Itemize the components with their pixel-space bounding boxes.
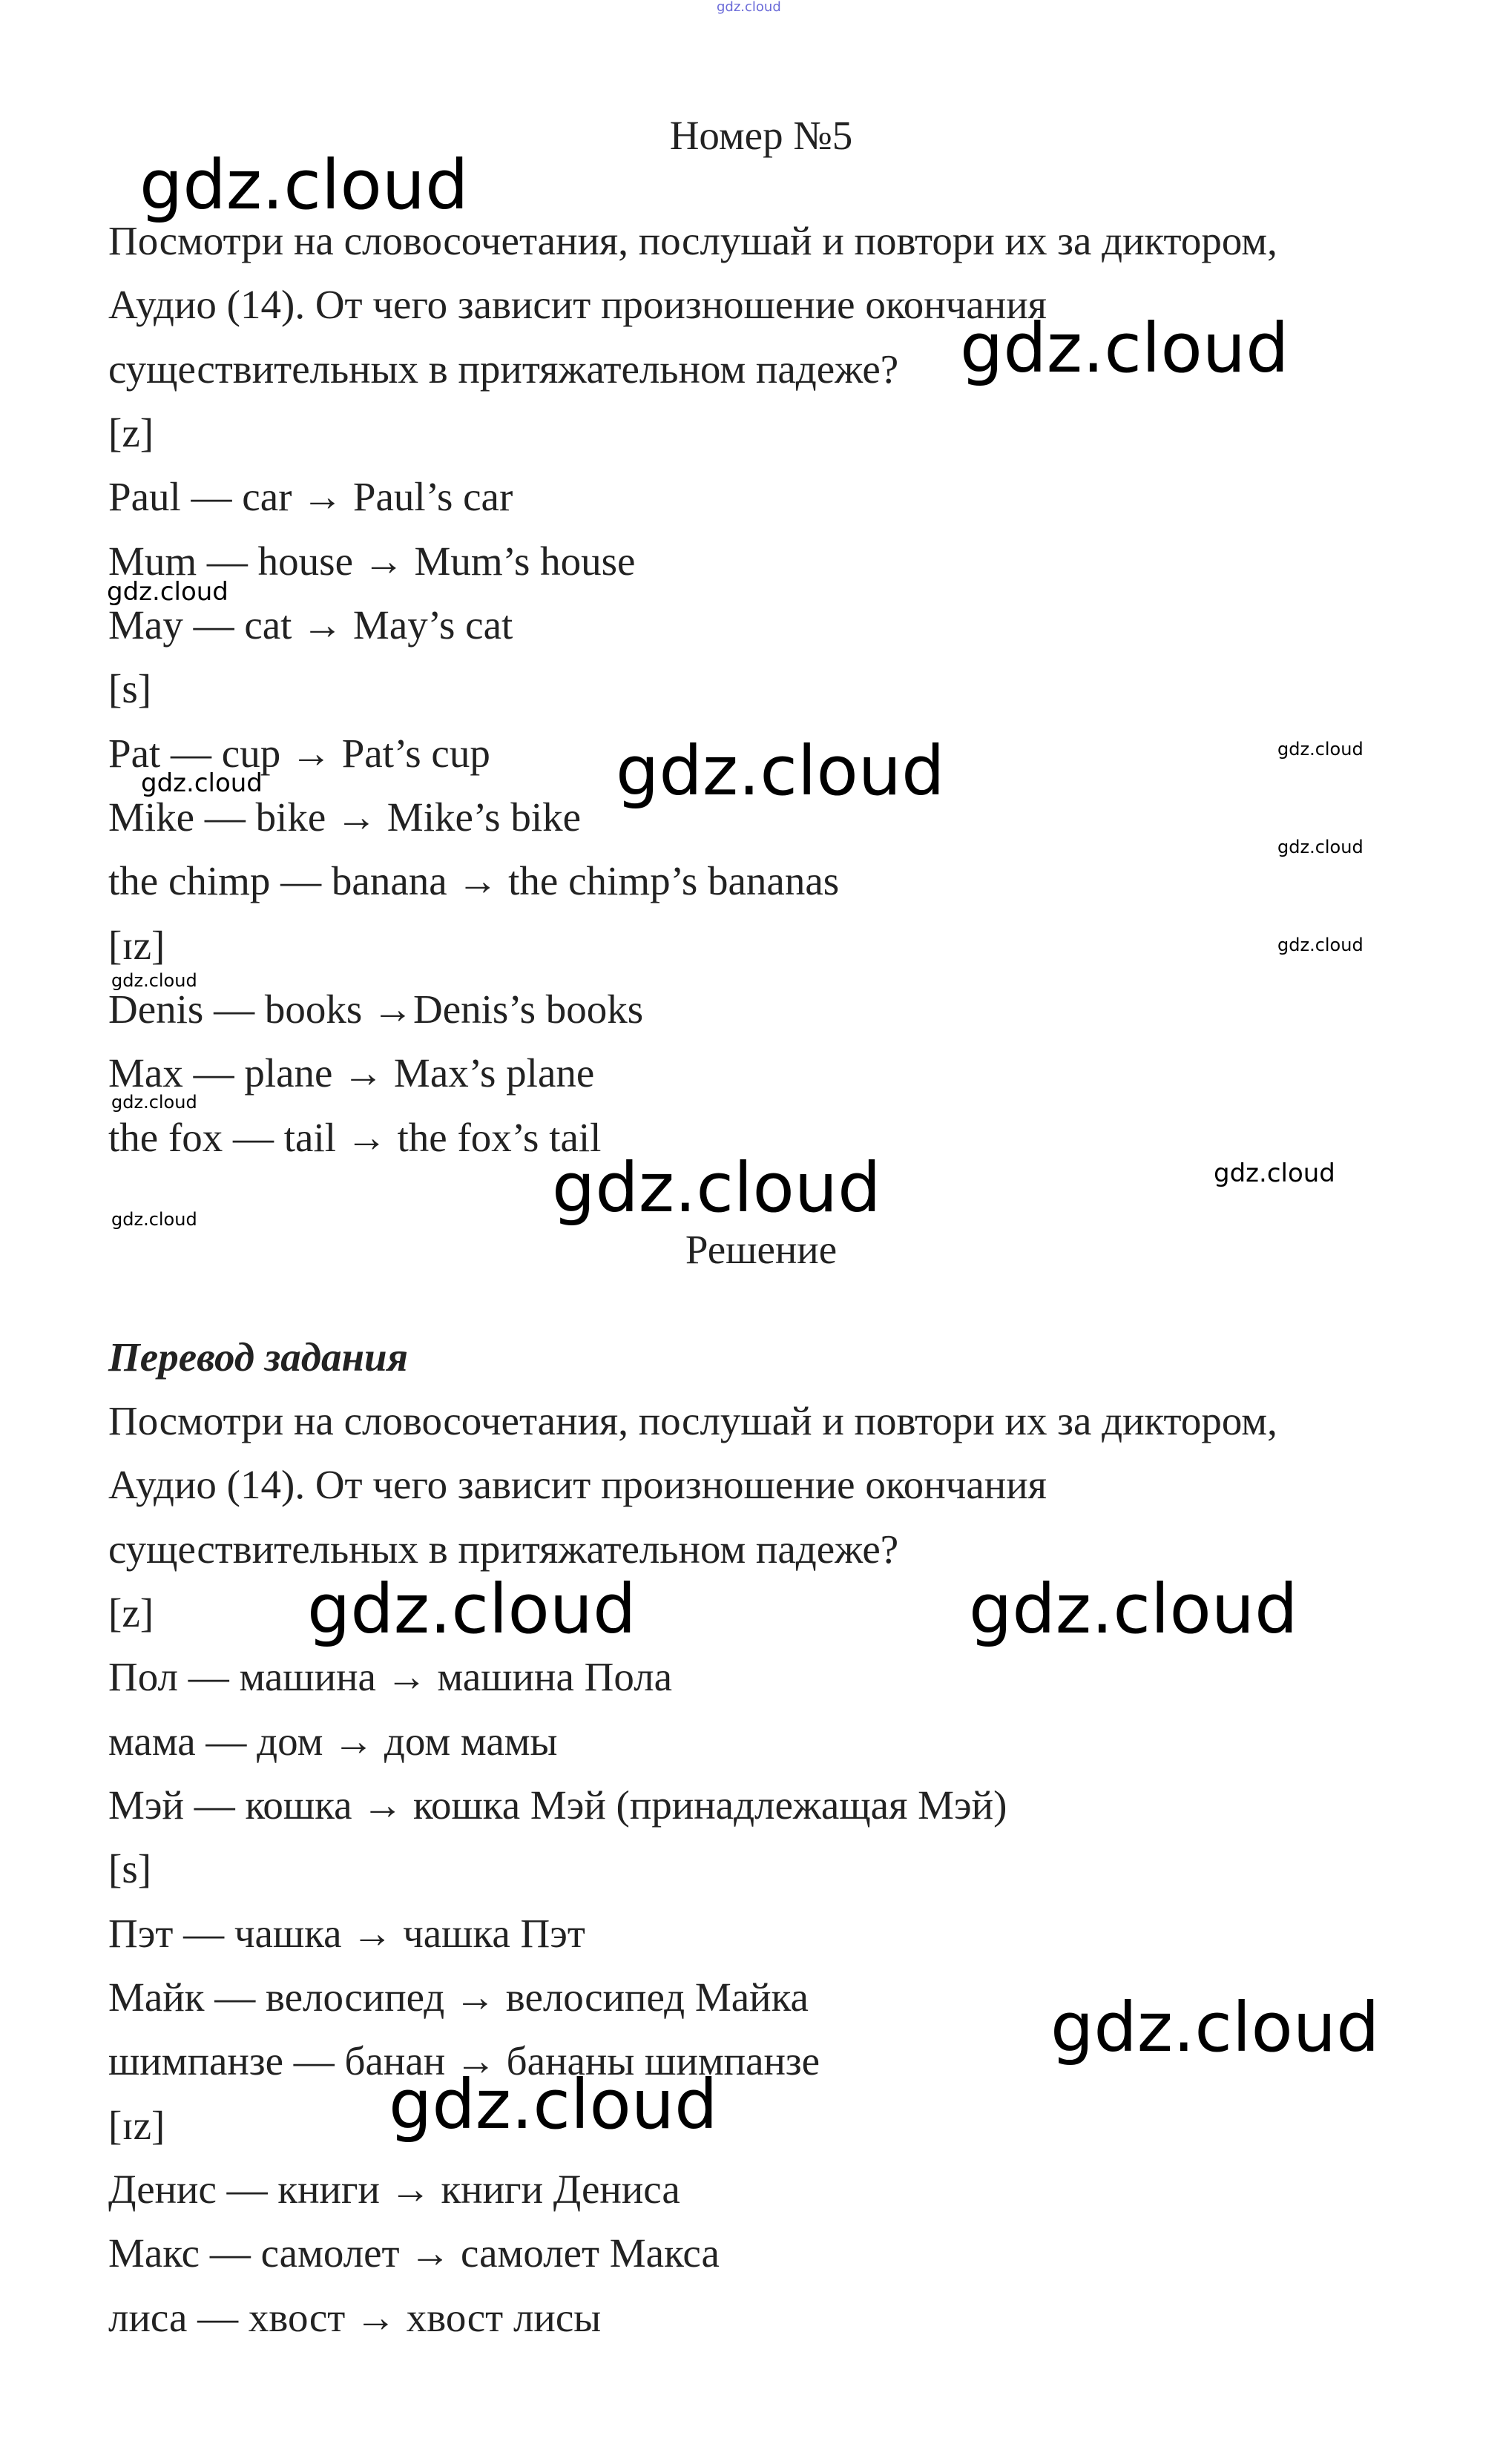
translation-s-item-2: Майк — велосипед → велосипед Майка (108, 1974, 809, 2020)
translation-z-item-3: Мэй — кошка → кошка Мэй (принадлежащая Мэй) (108, 1782, 1007, 1828)
watermark: gdz.cloud (139, 145, 469, 225)
translation-iz-item-1: Денис — книги → книги Дениса (108, 2167, 680, 2212)
translation-z-label: [z] (108, 1590, 154, 1635)
watermark: gdz.cloud (1277, 935, 1364, 955)
watermark: gdz.cloud (111, 1092, 197, 1113)
watermark: gdz.cloud (1050, 1988, 1380, 2067)
watermark: gdz.cloud (1277, 739, 1364, 760)
watermark: gdz.cloud (616, 731, 945, 811)
translation-z-item-2: мама — дом → дом мамы (108, 1719, 558, 1764)
watermark: gdz.cloud (1214, 1159, 1335, 1188)
watermark: gdz.cloud (111, 1209, 197, 1230)
translation-s-item-3: шимпанзе — банан → бананы шимпанзе (108, 2038, 820, 2083)
task-iz-item-2: Max — plane → Max’s plane (108, 1050, 595, 1096)
translation-question-line-1: Посмотри на словосочетания, послушай и повтори их за диктором, (108, 1398, 1277, 1443)
translation-heading: Перевод задания (108, 1334, 408, 1380)
watermark: gdz.cloud (141, 768, 263, 798)
translation-s-label: [s] (108, 1846, 152, 1891)
translation-question-line-3: существительных в притяжательном падеже? (108, 1526, 899, 1572)
translation-iz-label: [ɪz] (108, 2103, 165, 2148)
translation-z-item-1: Пол — машина → машина Пола (108, 1654, 672, 1699)
page-title: Номер №5 (669, 113, 853, 158)
task-iz-item-1: Denis — books →Denis’s books (108, 986, 644, 1032)
task-z-item-2: Mum — house → Mum’s house (108, 538, 636, 584)
watermark: gdz.cloud (307, 1569, 636, 1649)
task-s-label: [s] (108, 666, 152, 711)
task-question-line-3: существительных в притяжательном падеже? (108, 346, 899, 392)
task-question-line-2: Аудио (14). От чего зависит произношение окончания (108, 282, 1047, 327)
task-s-item-2: Mike — bike → Mike’s bike (108, 794, 582, 840)
task-z-label: [z] (108, 410, 154, 455)
watermark: gdz.cloud (960, 309, 1289, 388)
watermark: gdz.cloud (552, 1148, 881, 1228)
task-s-item-1: Pat — cup → Pat’s cup (108, 731, 490, 776)
watermark: gdz.cloud (111, 970, 197, 991)
translation-iz-item-2: Макс — самолет → самолет Макса (108, 2230, 720, 2276)
watermark: gdz.cloud (107, 577, 228, 607)
task-z-item-1: Paul — car → Paul’s car (108, 474, 513, 519)
task-question-line-1: Посмотри на словосочетания, послушай и повтори их за диктором, (108, 218, 1277, 263)
watermark: gdz.cloud (969, 1569, 1298, 1649)
task-z-item-3: May — cat → May’s cat (108, 602, 513, 648)
task-iz-label: [ɪz] (108, 923, 165, 968)
translation-question-line-2: Аудио (14). От чего зависит произношение окончания (108, 1462, 1047, 1507)
translation-iz-item-3: лиса — хвост → хвост лисы (108, 2295, 602, 2340)
solution-title: Решение (685, 1227, 838, 1272)
translation-s-item-1: Пэт — чашка → чашка Пэт (108, 1911, 585, 1956)
task-s-item-3: the chimp — banana → the chimp’s bananas (108, 858, 840, 903)
top-watermark: gdz.cloud (717, 0, 781, 15)
task-iz-item-3: the fox — tail → the fox’s tail (108, 1115, 602, 1160)
watermark: gdz.cloud (1277, 837, 1364, 857)
watermark: gdz.cloud (389, 2065, 718, 2144)
